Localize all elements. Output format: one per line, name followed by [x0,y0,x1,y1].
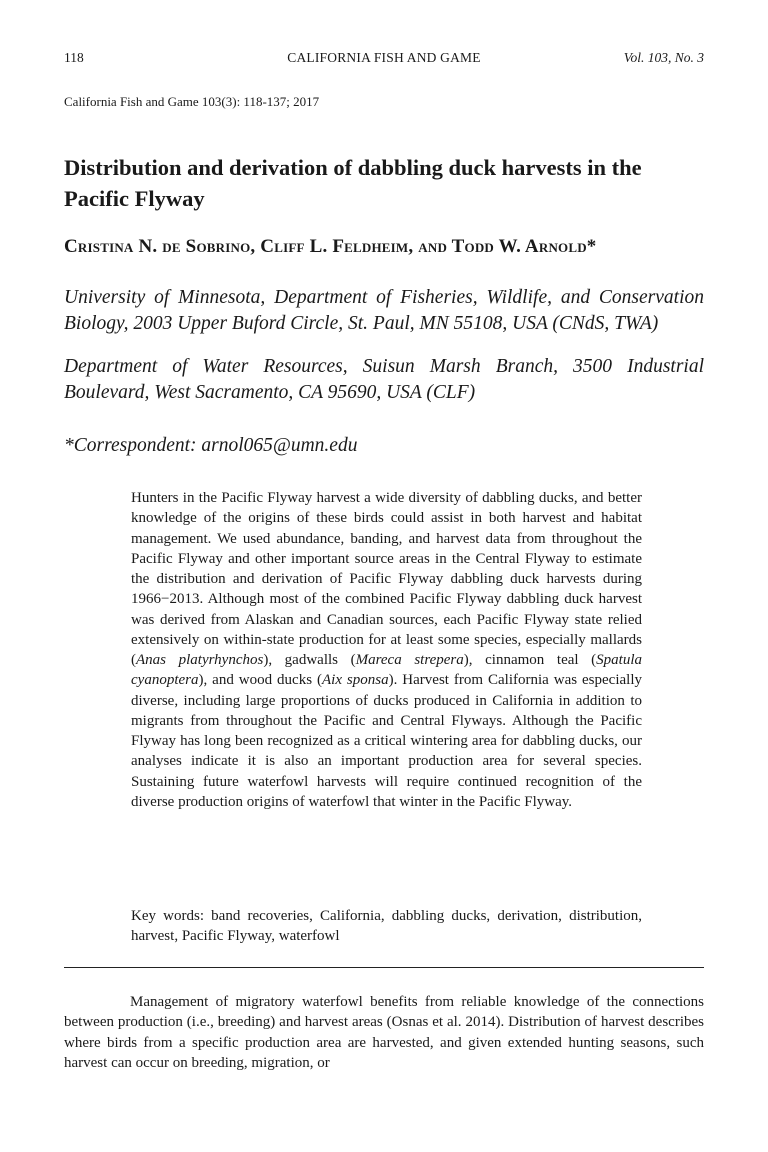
abstract [131,488,642,812]
abstract-text: ). Harvest from California was especially diverse, including large proportions of ducks produced in California in addition to migrants from throughout the Pacific and Central Flyways. Although the Pacific Flyway has long been recognized as a critical wintering area for dabbling ducks, our analyses indicate it is also an important production area for several species. Sustaining future waterfowl harvests will require continued recognition of the diverse production origins of waterfowl that winter in the Pacific Flyway. [131,672,642,810]
abstract-text: Hunters in the Pacific Flyway harvest a wide diversity of dabbling ducks, and better knowledge of the origins of these birds could assist in both harvest and habitat management. We used abundance, banding, and harvest data from throughout the Pacific Flyway and other important source areas in the Central Flyway to estimate the distribution and derivation of Pacific Flyway dabbling duck harvests during 1966−2013. Although most of the combined Pacific Flyway dabbling duck harvest was derived from Alaskan and Canadian sources, each Pacific Flyway state relied extensively on within-state production for at least some species, especially mallards ( [131,490,642,668]
keywords: Key words: band recoveries, California, dabbling ducks, derivation, distribution, harvest, Pacific Flyway, waterfowl [131,908,642,945]
abstract-text: ), cinnamon teal ( [463,652,597,668]
correspondent-line: *Correspondent: arnol065@umn.edu [64,435,358,456]
section-divider [64,967,704,968]
volume-issue: Vol. 103, No. 3 [623,50,704,65]
affiliation-1: University of Minnesota, Department of Fisheries, Wildlife, and Conservation Biology, 2003 Upper Buford Circle, St. Paul, MN 55108, USA (CNdS, TWA) [64,287,704,334]
species-name: Anas platyrhynchos [136,652,264,668]
journal-name: CALIFORNIA FISH AND GAME [287,50,481,65]
body-paragraph: Management of migratory waterfowl benefits from reliable knowledge of the connections between production (i.e., breeding) and harvest areas (Osnas et al. 2014). Distribution of harvest describes where birds from a specific production area are harvested, and given extended hunting seasons, such harvest can occur on breeding, migration, or [64,994,704,1071]
species-name: Aix sponsa [322,672,389,689]
affiliation-2: Department of Water Resources, Suisun Marsh Branch, 3500 Industrial Boulevard, West Sacramento, CA 95690, USA (CLF) [64,356,704,403]
running-header [64,50,704,70]
abstract-text: ), gadwalls ( [263,652,356,668]
abstract-text: ), and wood ducks ( [198,672,322,689]
page-number: 118 [64,50,84,65]
citation-line: California Fish and Game 103(3): 118-137; 2017 [64,94,320,109]
article-title: Distribution and derivation of dabbling duck harvests in the Pacific Flyway [64,155,642,211]
species-name: Spatula cyanoptera [131,652,643,689]
author-list: Cristina N. de Sobrino, Cliff L. Feldheim, and Todd W. Arnold* [64,236,597,257]
species-name: Mareca strepera [355,652,464,668]
